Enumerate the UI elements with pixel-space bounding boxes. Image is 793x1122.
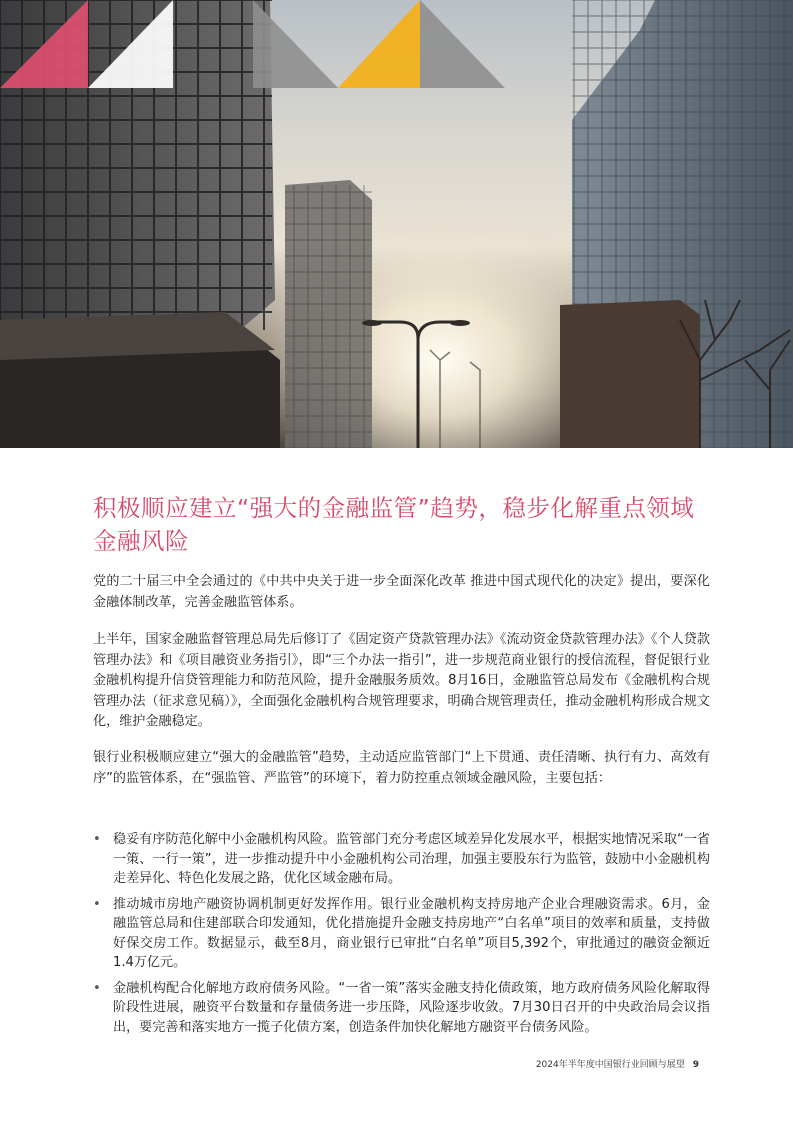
bullet-item [93,979,710,1038]
bullet-text: 金融机构配合化解地方政府债务风险。“一省一策”落实金融支持化债政策，地方政府债务风险化解取得阶段性进展，融资平台数量和存量债务进一步压降，风险逐步收敛。7月30日召开的中央政治局会议指出，要完善和落实地方一揽子化债方案，创造条件加快化解地方融资平台债务风险。 [113,980,710,1035]
decor-triangle-gray-right [420,0,505,88]
hero-image [0,0,793,448]
decor-triangle-gray-left [253,0,338,88]
bullet-marker: • [93,832,101,847]
bullet-text: 稳妥有序防范化解中小金融机构风险。监管部门充分考虑区域差异化发展水平，根据实地情况采取“一省一策、一行一策”，进一步推动提升中小金融机构公司治理，加强主要股东行为监管，鼓励中小金融机构走差异化、特色化发展之路，优化区域金融布局。 [113,832,710,886]
paragraph-trend: 银行业积极顺应建立“强大的金融监管”趋势，主动适应监管部门“上下贯通、责任清晰、执行有力、高效有序”的监管体系，在“强监管、严监管”的环境下，着力防控重点领域金融风险，主要包括： [93,750,710,786]
city-skyline-illustration [0,0,793,448]
paragraph-regulation: 上半年，国家金融监督管理总局先后修订了《固定资产贷款管理办法》《流动资金贷款管理办法》《个人贷款管理办法》和《项目融资业务指引》，即“三个办法一指引”，进一步规范商业银行的授信流程，督促银行业金融机构提升信贷管理能力和防范风险，提升金融服务质效。8月16日，金融监管总局发布《金融机构合规管理办法（征求意见稿）》，全面强化金融机构合规管理要求，明确合规管理责任，推动金融机构形成合规文化，维护金融稳定。 [93,632,710,729]
bullet-marker: • [93,980,101,996]
bullet-item [93,830,710,889]
paragraph-intro: 党的二十届三中全会通过的《中共中央关于进一步全面深化改革 推进中国式现代化的决定》提出，要深化金融体制改革，完善金融监管体系。 [93,574,710,610]
bullet-marker: • [93,896,101,912]
decor-triangle-yellow [338,0,420,88]
footer-report-title: 2024年半年度中国银行业回顾与展望 [535,1060,685,1070]
bullet-text: 推动城市房地产融资协调机制更好发挥作用。银行业金融机构支持房地产企业合理融资需求。6月，金融监管总局和住建部联合印发通知，优化措施提升金融支持房地产“白名单”项目的效率和质量，支持做好保交房工作。数据显示，截至8月，商业银行已审批“白名单”项目5,392个，审批通过的融资金额近1.4万亿元。 [113,896,710,970]
page-number: 9 [692,1060,699,1070]
page-footer [536,1057,699,1070]
bullet-item [93,895,710,973]
risk-bullet-list [93,830,710,1043]
section-title: 积极顺应建立“强大的金融监管”趋势，稳步化解重点领域金融风险 [93,494,695,555]
